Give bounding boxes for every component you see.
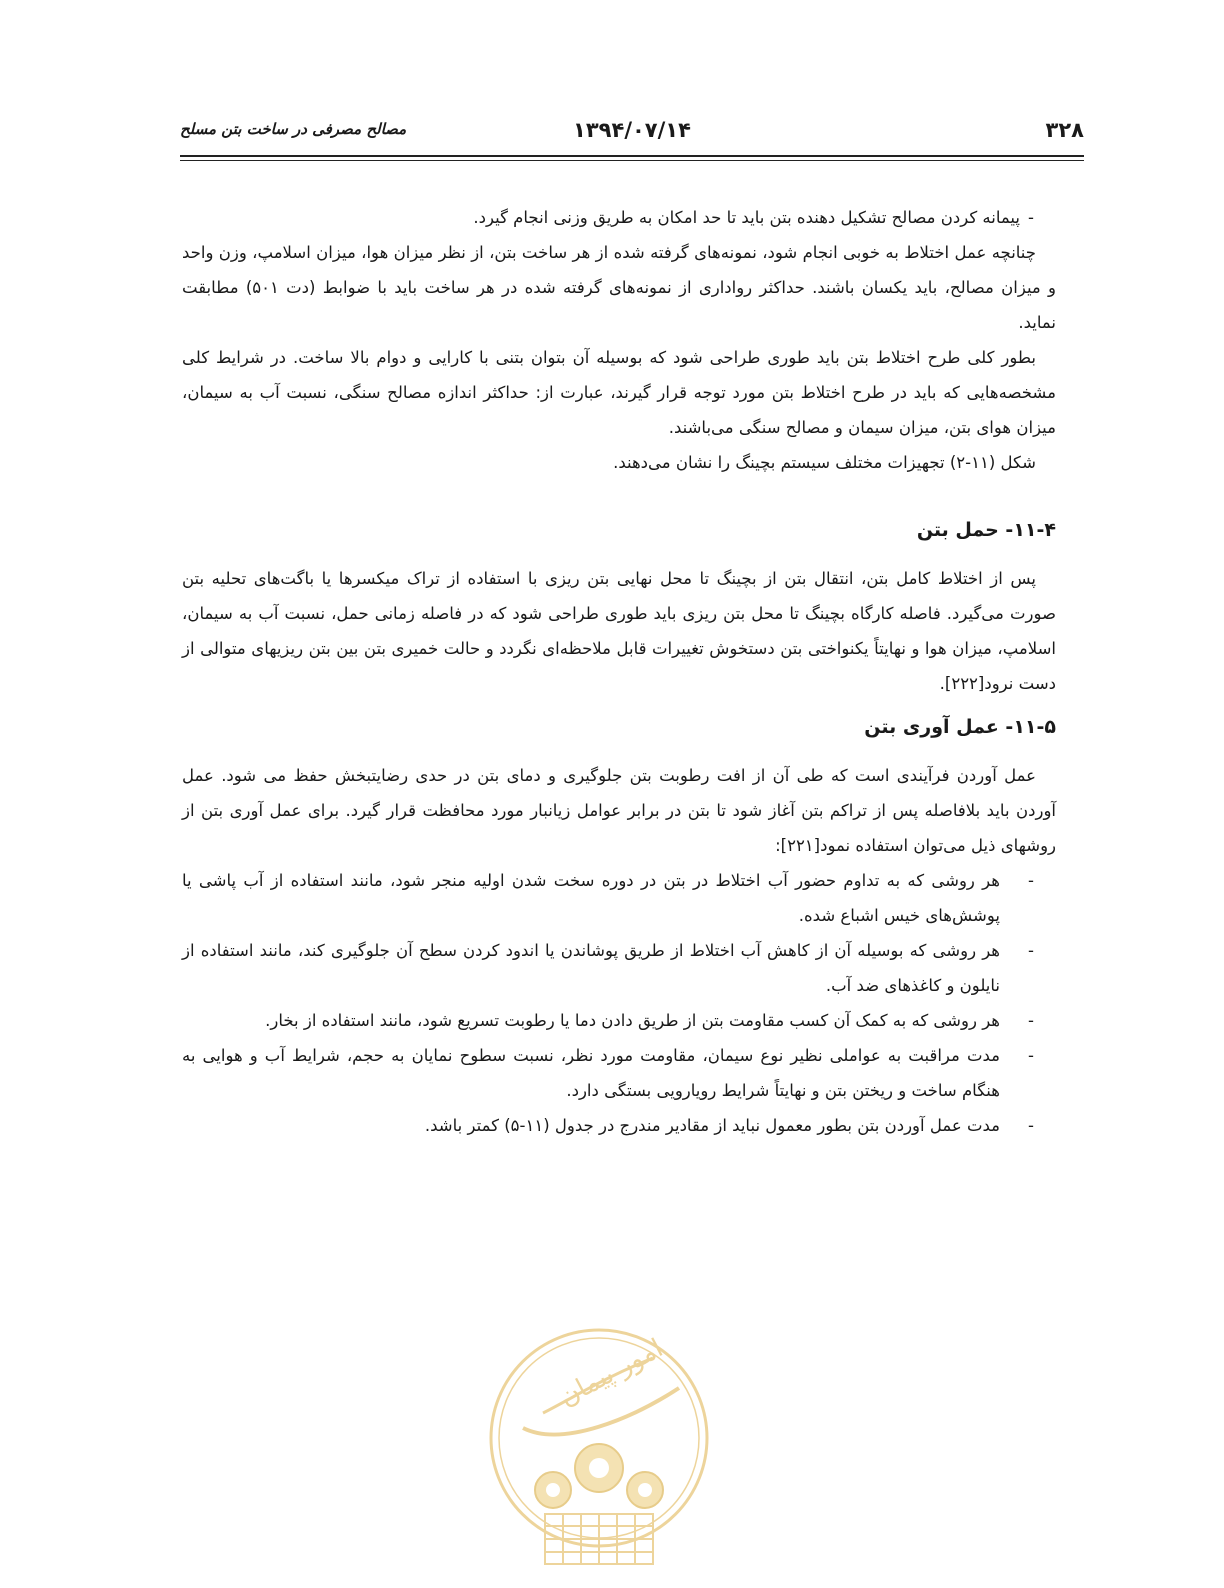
bullet-dash: -	[1028, 1046, 1034, 1065]
list-item-text: پیمانه کردن مصالح تشکیل دهنده بتن باید تا حد امکان به طریق وزنی انجام گیرد.	[473, 208, 1020, 227]
list-item-text: مدت عمل آوردن بتن بطور معمول نباید از مقادیر مندرج در جدول (۱۱-۵) کمتر باشد.	[424, 1116, 1000, 1135]
section-heading-transport: ۱۱-۴- حمل بتن	[916, 519, 1056, 541]
list-item	[182, 1003, 1056, 1038]
bullet-dash: -	[1028, 941, 1034, 960]
paragraph-curing: عمل آوردن فرآیندی است که طی آن از افت رطوبت بتن جلوگیری و دمای بتن در حدی رضایتبخش حفظ می شود. عمل آوردن باید بلافاصله پس از تراکم بتن آغاز شود تا بتن در برابر عوامل زیانبار مورد محافظت قرار گیرد. برای عمل آوری بتن از روشهای ذیل می‌توان استفاده نمود[۲۲۱]:	[182, 766, 1056, 855]
watermark-text: امور پیمان	[554, 1333, 668, 1413]
bullet-dash: -	[1028, 1011, 1034, 1030]
bullet-dash: -	[1028, 208, 1034, 227]
page-header	[180, 118, 1084, 144]
paragraph-mixing: چنانچه عمل اختلاط به خوبی انجام شود، نمونه‌های گرفته شده از هر ساخت بتن، از نظر میزان هوا، میزان اسلامپ، وزن واحد و میزان مصالح، باید یکسان باشند. حداکثر رواداری از نمونه‌های گرفته شده در هر ساخت باید با ضوابط (دت ۵۰۱) مطابقت نماید.	[182, 243, 1056, 332]
list-item-text: هر روشی که به کمک آن کسب مقاومت بتن از طریق دادن دما یا رطوبت تسریع شود، مانند استفاده از بخار.	[265, 1011, 1000, 1030]
header-rule-thin	[180, 160, 1084, 161]
list-item-text: هر روشی که به تداوم حضور آب اختلاط در بتن در دوره سخت شدن اولیه منجر شود، مانند استفاده از آب پاشی یا پوشش‌های خیس اشباع شده.	[182, 871, 1000, 925]
list-item	[182, 1038, 1056, 1108]
paragraph-mix-design: بطور کلی طرح اختلاط بتن باید طوری طراحی شود که بوسیله آن بتوان بتنی با کارایی و دوام بالا ساخت. در شرایط کلی مشخصه‌هایی که باید در طرح اختلاط بتن مورد توجه قرار گیرند، عبارت از: حداکثر اندازه مصالح سنگی، نسبت آب به سیمان، میزان هوای بتن، میزان سیمان و مصالح سنگی می‌باشند.	[182, 348, 1056, 437]
page-body	[182, 200, 1056, 1143]
paragraph-transport: پس از اختلاط کامل بتن، انتقال بتن از بچینگ تا محل نهایی بتن ریزی با استفاده از تراک میکسرها یا باگت‌های تحلیه بتن صورت می‌گیرد. فاصله کارگاه بچینگ تا محل بتن ریزی باید طوری طراحی شود که در فاصله زمانی حمل، نسبت آب به سیمان، اسلامپ، میزان هوا و نهایتاً یکنواختی بتن دستخوش تغییرات قابل ملاحظه‌ای نگردد و حالت خمیری بتن بین بتن ریزیهای متوالی از دست نرود[۲۲۲].	[182, 569, 1056, 693]
page-number: ۳۲۸	[1045, 118, 1084, 142]
section-heading-curing: ۱۱-۵- عمل آوری بتن	[864, 716, 1056, 738]
list-item	[182, 933, 1056, 1003]
watermark-seal-icon	[483, 1318, 715, 1584]
list-item	[182, 863, 1056, 933]
bullet-dash: -	[1028, 871, 1034, 890]
list-item-weighing	[182, 200, 1056, 235]
header-date: ۱۳۹۴/۰۷/۱۴	[573, 118, 691, 142]
list-item-text: هر روشی که بوسیله آن از کاهش آب اختلاط از طریق پوشاندن یا اندود کردن سطح آن جلوگیری کند، مانند استفاده از نایلون و کاغذهای ضد آب.	[182, 941, 1000, 995]
bullet-dash: -	[1028, 1116, 1034, 1135]
list-item-text: مدت مراقبت به عواملی نظیر نوع سیمان، مقاومت مورد نظر، نسبت سطوح نمایان به حجم، شرایط آب و هوایی به هنگام ساخت و ریختن بتن و نهایتاً شرایط رویارویی بستگی دارد.	[182, 1046, 1000, 1100]
paragraph-figure-ref: شکل (۱۱-۲) تجهیزات مختلف سیستم بچینگ را نشان می‌دهند.	[613, 453, 1036, 472]
watermark-logo	[483, 1318, 715, 1584]
header-rule-thick	[180, 155, 1084, 157]
list-item	[182, 1108, 1056, 1143]
header-title: مصالح مصرفی در ساخت بتن مسلح	[180, 120, 407, 138]
